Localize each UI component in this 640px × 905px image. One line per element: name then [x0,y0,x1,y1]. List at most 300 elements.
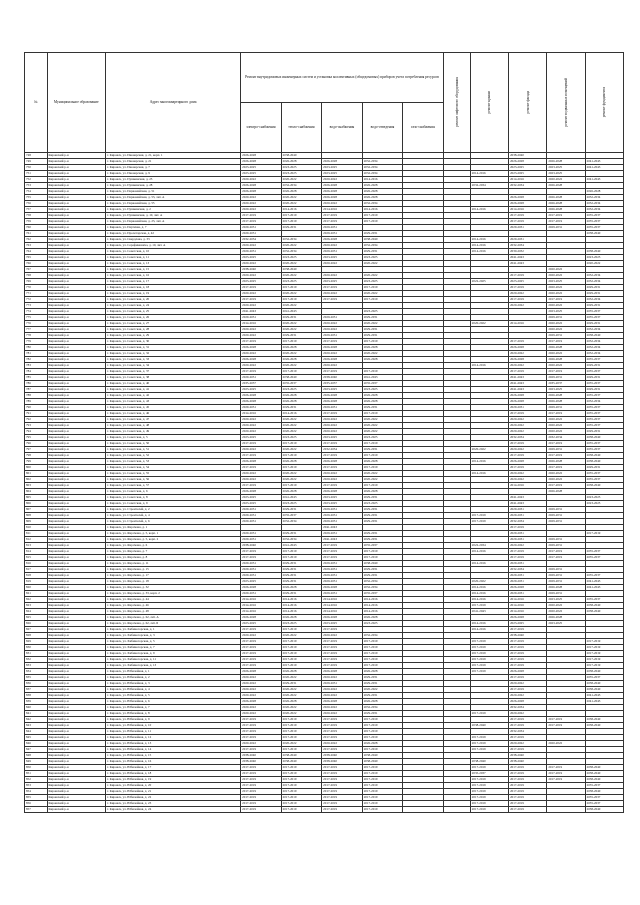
row-period-cell: 2020-2022 [362,423,403,429]
row-number: 833 [25,663,48,669]
row-period-cell: 2029-2031 [281,579,322,585]
row-period-cell: 2017-2019 [362,297,403,303]
row-period-cell: 2017-2019 [281,723,322,729]
row-period-cell: 2026-2028 [509,585,547,591]
row-address: г. Кировск, ул. Пионерская, д. 7 [106,165,241,171]
row-period-cell: 2026-2028 [241,585,282,591]
row-municipality: Кировский р-н [47,675,106,681]
row-period-cell: 2029-2031 [322,333,363,339]
row-municipality: Кировский р-н [47,735,106,741]
row-address: г. Кировск, ул. Юбилейная, д. 13 [106,741,241,747]
row-period-cell: 2017-2019 [470,735,508,741]
row-municipality: Кировский р-н [47,465,106,471]
row-number: 757 [25,207,48,213]
row-period-cell: 2017-2019 [547,771,585,777]
row-period-cell: 2035-2037 [585,357,623,363]
row-period-cell: 2029-2031 [322,231,363,237]
row-number: 843 [25,723,48,729]
row-period-cell: 2035-2037 [585,447,623,453]
row-period-cell: 2017-2019 [241,777,282,783]
row-period-cell: 2017-2019 [547,441,585,447]
row-period-cell: 2029-2031 [281,507,322,513]
row-period-cell: 2026-2028 [547,489,585,495]
row-period-cell: 2014-2016 [281,411,322,417]
row-period-cell: 2029-2031 [241,315,282,321]
row-period-cell: 2020-2022 [241,681,282,687]
row-period-cell: 2020-2022 [585,261,623,267]
row-period-cell: 2017-2019 [509,651,547,657]
row-period-cell: 2023-2025 [362,255,403,261]
row-municipality: Кировский р-н [47,453,106,459]
row-address: г. Кировск, ул. Ферсмана, д. 15 [106,567,241,573]
row-period-cell: 2017-2019 [585,639,623,645]
row-period-cell: 2017-2019 [281,465,322,471]
row-address: г. Кировск, ул. Советская, д. 49 [106,429,241,435]
row-period-cell: 2020-2022 [547,741,585,747]
row-municipality: Кировский р-н [47,525,106,531]
row-period-cell: 2017-2019 [362,549,403,555]
row-period-cell: 2020-2022 [281,201,322,207]
row-municipality: Кировский р-н [47,477,106,483]
row-period-cell: 2017-2019 [470,807,508,813]
row-address: г. Кировск, ул. Советская, д. 32 [106,351,241,357]
row-period-cell: 2020-2022 [241,243,282,249]
row-period-cell: 2035-2037 [585,555,623,561]
row-address: г. Кировск, ул. Пушкинская, д. 10, лит. А [106,213,241,219]
row-period-cell: 2020-2022 [281,711,322,717]
row-address: г. Кировск, ул. Советская, д. 29 [106,333,241,339]
row-period-cell: 2017-2019 [470,645,508,651]
row-address: г. Кировск, ул. Ферсмана, д. 11 [106,561,241,567]
row-period-cell: 2038-2040 [585,681,623,687]
row-period-cell: 2026-2028 [362,357,403,363]
row-address: г. Кировск, ул. Строителей, д. 6 [106,519,241,525]
row-period-cell: 2032-2034 [322,447,363,453]
row-period-cell: 2026-2028 [322,345,363,351]
row-number: 786 [25,381,48,387]
row-period-cell: 2020-2022 [362,417,403,423]
row-period-cell: 2017-2019 [509,297,547,303]
row-period-cell: 2029-2031 [362,681,403,687]
header-address: Адрес многоквартирного дома [106,53,241,153]
row-period-cell: 2020-2022 [241,423,282,429]
row-period-cell: 2017-2019 [241,765,282,771]
row-period-cell: 2017-2019 [241,729,282,735]
row-period-cell: 2041-2043 [322,537,363,543]
row-period-cell: 2023-2025 [322,171,363,177]
row-period-cell: 2014-2016 [470,549,508,555]
row-period-cell: 2035-2037 [585,381,623,387]
row-period-cell: 2017-2019 [509,411,547,417]
table-row [25,807,624,813]
row-municipality: Кировский р-н [47,495,106,501]
row-period-cell: 2017-2019 [281,783,322,789]
row-number: 846 [25,741,48,747]
row-period-cell: 2020-2022 [281,327,322,333]
row-address: г. Кировск, ул. Советская, д. 33 [106,357,241,363]
row-period-cell: 2026-2028 [241,357,282,363]
row-address: г. Кировск, ул. Ферсмана, д. 8 [106,555,241,561]
row-municipality: Кировский р-н [47,429,106,435]
row-period-cell: 2026-2028 [281,669,322,675]
row-number: 805 [25,495,48,501]
row-period-cell: 2041-2043 [362,375,403,381]
row-period-cell: 2017-2019 [281,747,322,753]
row-period-cell: 2041-2043 [281,495,322,501]
row-period-cell: 2017-2019 [547,297,585,303]
row-period-cell: 2029-2031 [585,285,623,291]
row-period-cell: 2017-2019 [547,411,585,417]
row-period-cell: 2029-2031 [281,225,322,231]
row-period-cell: 2017-2019 [362,411,403,417]
row-period-cell: 2029-2031 [322,561,363,567]
row-period-cell: 2014-2016 [470,471,508,477]
row-period-cell [403,807,444,813]
row-period-cell: 2017-2019 [362,555,403,561]
row-period-cell: 2020-2022 [241,693,282,699]
row-period-cell: 2029-2031 [547,507,585,513]
row-period-cell: 2026-2028 [585,189,623,195]
row-period-cell: 2017-2019 [241,807,282,813]
row-number: 798 [25,453,48,459]
row-period-cell: 2035-2037 [585,783,623,789]
row-number: 785 [25,375,48,381]
row-period-cell: 2020-2022 [509,363,547,369]
row-municipality: Кировский р-н [47,699,106,705]
row-number: 807 [25,507,48,513]
row-period-cell: 2029-2031 [322,573,363,579]
row-address: г. Кировск, ул. Первомайская, д. 23, лит. А [106,219,241,225]
row-period-cell: 2014-2016 [322,603,363,609]
row-period-cell: 2020-2022 [509,351,547,357]
row-period-cell: 2017-2019 [509,441,547,447]
row-period-cell: 2017-2019 [281,483,322,489]
row-period-cell: 2017-2019 [509,465,547,471]
row-period-cell: 2020-2022 [362,273,403,279]
row-number: 812 [25,537,48,543]
row-number: 754 [25,189,48,195]
row-period-cell: 2014-2016 [470,621,508,627]
row-address: г. Кировск, ул. Ферсмана, д. 33, корп. 2 [106,591,241,597]
row-period-cell: 2026-2028 [547,585,585,591]
row-period-cell: 2026-2028 [241,159,282,165]
row-number: 748 [25,153,48,159]
row-period-cell: 2020-2022 [241,633,282,639]
row-period-cell: 2023-2025 [585,501,623,507]
row-municipality: Кировский р-н [47,243,106,249]
row-period-cell: 2029-2031 [547,375,585,381]
row-address: г. Кировск, ул. Юбилейная, д. 15 [106,753,241,759]
row-period-cell: 2023-2025 [322,495,363,501]
row-period-cell: 2020-2022 [322,477,363,483]
row-period-cell: 2017-2019 [547,213,585,219]
row-period-cell: 2023-2025 [241,255,282,261]
row-period-cell: 2023-2025 [547,279,585,285]
row-number: 831 [25,651,48,657]
row-number: 834 [25,669,48,675]
header-facade: ремонт фасада [509,53,547,153]
row-municipality: Кировский р-н [47,219,106,225]
row-address: г. Кировск, ул. Первомайская, д. 51 [106,189,241,195]
row-period-cell: 2017-2019 [362,663,403,669]
row-municipality: Кировский р-н [47,225,106,231]
row-period-cell: 2017-2019 [362,729,403,735]
row-address: г. Кировск, ул. Юбилейная, д. 11 [106,729,241,735]
row-period-cell: 2017-2019 [241,369,282,375]
row-period-cell: 2017-2019 [281,651,322,657]
row-period-cell: 2032-2034 [585,399,623,405]
row-address: г. Кировск, ул. Юбилейная, д. 18 [106,771,241,777]
row-number: 836 [25,681,48,687]
row-address: г. Кировск, ул. Юбилейная, д. 22 [106,795,241,801]
row-period-cell: 2017-2019 [281,639,322,645]
row-period-cell: 2026-2028 [362,393,403,399]
row-period-cell: 2014-2016 [470,597,508,603]
row-period-cell: 2017-2019 [281,339,322,345]
row-period-cell: 2038-2040 [585,765,623,771]
row-period-cell: 2029-2031 [322,513,363,519]
row-period-cell: 2017-2019 [547,465,585,471]
row-address: г. Кировск, ул. Ферсмана, д. 32 [106,585,241,591]
row-period-cell: 2014-2016 [470,207,508,213]
row-period-cell: 2017-2019 [362,777,403,783]
row-period-cell: 2029-2031 [322,249,363,255]
row-number: 750 [25,165,48,171]
row-period-cell: 2017-2019 [470,801,508,807]
row-municipality: Кировский р-н [47,369,106,375]
row-period-cell: 2023-2025 [241,165,282,171]
row-number: 856 [25,801,48,807]
row-period-cell: 2017-2019 [322,441,363,447]
row-period-cell: 2022-2025 [470,279,508,285]
row-period-cell: 2017-2019 [470,783,508,789]
row-address: г. Кировск, ул. Советская, д. 5 [106,435,241,441]
row-period-cell: 2017-2019 [509,453,547,459]
row-period-cell: 2023-2025 [585,255,623,261]
row-period-cell: 2017-2019 [281,795,322,801]
row-period-cell: 2035-2037 [362,591,403,597]
row-period-cell: 2020-2022 [509,303,547,309]
row-number: 755 [25,195,48,201]
row-number: 762 [25,237,48,243]
row-period-cell: 2038-2040 [241,267,282,273]
row-period-cell: 2017-2019 [241,723,282,729]
row-period-cell: 2032-2034 [585,345,623,351]
row-period-cell: 2038-2040 [241,759,282,765]
row-period-cell: 2038-2040 [585,603,623,609]
row-period-cell: 2032-2034 [470,183,508,189]
row-number: 822 [25,597,48,603]
row-period-cell: 2020-2022 [241,273,282,279]
row-period-cell: 2014-2016 [362,177,403,183]
row-period-cell: 2017-2019 [362,747,403,753]
row-period-cell: 2041-2043 [509,495,547,501]
row-municipality: Кировский р-н [47,189,106,195]
row-address: г. Кировск, ул. Юбилейная, д. 14 [106,747,241,753]
row-period-cell: 2020-2022 [362,291,403,297]
row-period-cell: 2035-2037 [585,417,623,423]
row-number: 770 [25,285,48,291]
row-period-cell: 2029-2031 [241,573,282,579]
row-period-cell: 2029-2031 [547,225,585,231]
row-period-cell: 2014-2016 [241,603,282,609]
row-address: г. Кировск, ул. Строителей, д. 2 [106,507,241,513]
row-address: г. Кировск, ул. Советская, д. 28 [106,327,241,333]
row-period-cell: 2017-2019 [509,273,547,279]
row-period-cell: 2032-2034 [585,201,623,207]
row-period-cell: 2017-2019 [241,747,282,753]
row-period-cell: 2017-2019 [362,771,403,777]
row-period-cell: 2035-2037 [362,381,403,387]
row-address: г. Кировск, ул. Первомайская, д. 55 [106,201,241,207]
row-municipality: Кировский р-н [47,747,106,753]
row-period-cell: 2017-2019 [322,795,363,801]
row-number: 761 [25,231,48,237]
row-period-cell: 2017-2019 [241,297,282,303]
row-address: г. Кировск, ул. Первомайская, д. 53, лит. А [106,195,241,201]
row-period-cell: 2038-2040 [470,759,508,765]
row-period-cell: 2032-2034 [585,279,623,285]
row-address: г. Кировск, ул. Советская, д. 13 [106,261,241,267]
row-period-cell: 2017-2019 [241,657,282,663]
row-period-cell: 2029-2031 [585,303,623,309]
row-municipality: Кировский р-н [47,513,106,519]
row-number: 825 [25,615,48,621]
row-address: г. Кировск, ул. Ферсмана, д. 17 [106,573,241,579]
row-period-cell: 2017-2019 [322,285,363,291]
row-period-cell: 2020-2022 [281,363,322,369]
header-heat: тепло-снабжения [281,103,322,153]
row-period-cell: 2017-2019 [241,717,282,723]
row-number: 844 [25,729,48,735]
row-municipality: Кировский р-н [47,201,106,207]
row-period-cell: 2023-2025 [241,435,282,441]
row-period-cell: 2032-2034 [509,705,547,711]
table-body [25,153,624,813]
row-period-cell [443,807,470,813]
row-period-cell: 2026-2028 [362,741,403,747]
row-period-cell: 2017-2019 [470,603,508,609]
row-period-cell: 2026-2028 [362,669,403,675]
row-period-cell: 2026-2028 [362,489,403,495]
row-address: г. Кировск, ул. Юбилейная, д. 12 [106,735,241,741]
row-period-cell: 2017-2019 [362,735,403,741]
row-municipality: Кировский р-н [47,195,106,201]
row-period-cell: 2023-2025 [322,621,363,627]
row-period-cell: 2023-2025 [362,621,403,627]
row-period-cell: 2029-2031 [281,561,322,567]
row-address: г. Кировск, ул. Ферсмана, д. 46 [106,603,241,609]
row-period-cell: 2017-2019 [322,765,363,771]
row-address: г. Кировск, ул. Советская, д. 17 [106,279,241,285]
row-period-cell: 2017-2019 [281,657,322,663]
row-number: 792 [25,417,48,423]
row-period-cell: 2023-2025 [509,165,547,171]
row-period-cell: 2023-2025 [322,387,363,393]
row-period-cell: 2014-2016 [362,207,403,213]
row-municipality: Кировский р-н [47,447,106,453]
row-period-cell: 2026-2028 [322,393,363,399]
row-period-cell: 2041-2043 [585,579,623,585]
row-period-cell: 2023-2025 [322,435,363,441]
row-period-cell: 2017-2019 [585,651,623,657]
row-number: 773 [25,303,48,309]
row-period-cell: 2038-2040 [585,723,623,729]
row-period-cell: 2017-2019 [281,549,322,555]
row-address: г. Кировск, ул. Хибиногорская, д. 1 [106,627,241,633]
row-period-cell: 2017-2019 [509,657,547,663]
row-number: 776 [25,321,48,327]
row-period-cell: 2017-2019 [281,297,322,303]
row-period-cell: 2035-2037 [585,405,623,411]
row-period-cell: 2038-2040 [281,759,322,765]
row-period-cell: 2026-2028 [509,345,547,351]
row-period-cell: 2032-2034 [362,159,403,165]
row-period-cell: 2017-2019 [470,747,508,753]
row-number: 765 [25,255,48,261]
row-period-cell: 2023-2025 [322,165,363,171]
row-period-cell: 2032-2034 [281,183,322,189]
row-period-cell: 2014-2016 [470,585,508,591]
row-period-cell: 2026-2028 [547,459,585,465]
row-period-cell: 2041-2043 [585,693,623,699]
row-period-cell: 2020-2022 [241,333,282,339]
row-period-cell: 2017-2019 [322,747,363,753]
table-header [25,53,624,153]
row-period-cell: 2017-2019 [509,765,547,771]
row-period-cell: 2020-2022 [281,321,322,327]
row-period-cell: 2020-2022 [547,603,585,609]
row-municipality: Кировский р-н [47,279,106,285]
row-period-cell: 2020-2022 [281,423,322,429]
row-number: 851 [25,771,48,777]
row-period-cell: 2029-2031 [241,531,282,537]
row-municipality: Кировский р-н [47,159,106,165]
row-address: г. Кировск, ул. Ферсмана, д. 6 [106,543,241,549]
row-period-cell: 2017-2019 [362,213,403,219]
row-period-cell: 2026-2028 [509,195,547,201]
row-period-cell: 2020-2022 [241,351,282,357]
row-period-cell: 2032-2034 [509,183,547,189]
row-period-cell: 2020-2022 [322,351,363,357]
row-period-cell: 2020-2022 [241,363,282,369]
row-period-cell: 2020-2022 [509,429,547,435]
row-period-cell: 2029-2031 [509,591,547,597]
row-address: г. Кировск, ул. Юбилейная, д. 8 [106,711,241,717]
row-period-cell: 2014-2016 [322,597,363,603]
row-period-cell: 2014-2016 [322,609,363,615]
row-period-cell: 2014-2016 [509,207,547,213]
row-period-cell: 2017-2019 [470,639,508,645]
row-period-cell: 2014-2016 [241,321,282,327]
row-period-cell: 2017-2019 [362,723,403,729]
row-address: г. Кировск, ул. Партизан, д. 7 [106,225,241,231]
row-period-cell: 2014-2016 [470,249,508,255]
header-municipality: Муниципальное образование [47,53,106,153]
row-period-cell: 2026-2028 [362,459,403,465]
row-number: 814 [25,549,48,555]
row-number: 771 [25,291,48,297]
row-period-cell: 2017-2019 [281,801,322,807]
row-period-cell: 2017-2019 [547,549,585,555]
row-period-cell: 2017-2019 [547,483,585,489]
row-period-cell: 2029-2031 [547,447,585,453]
row-period-cell: 2017-2019 [281,771,322,777]
row-period-cell: 2017-2019 [547,219,585,225]
row-period-cell: 2014-2016 [470,561,508,567]
row-number: 772 [25,297,48,303]
row-period-cell: 2020-2022 [241,327,282,333]
